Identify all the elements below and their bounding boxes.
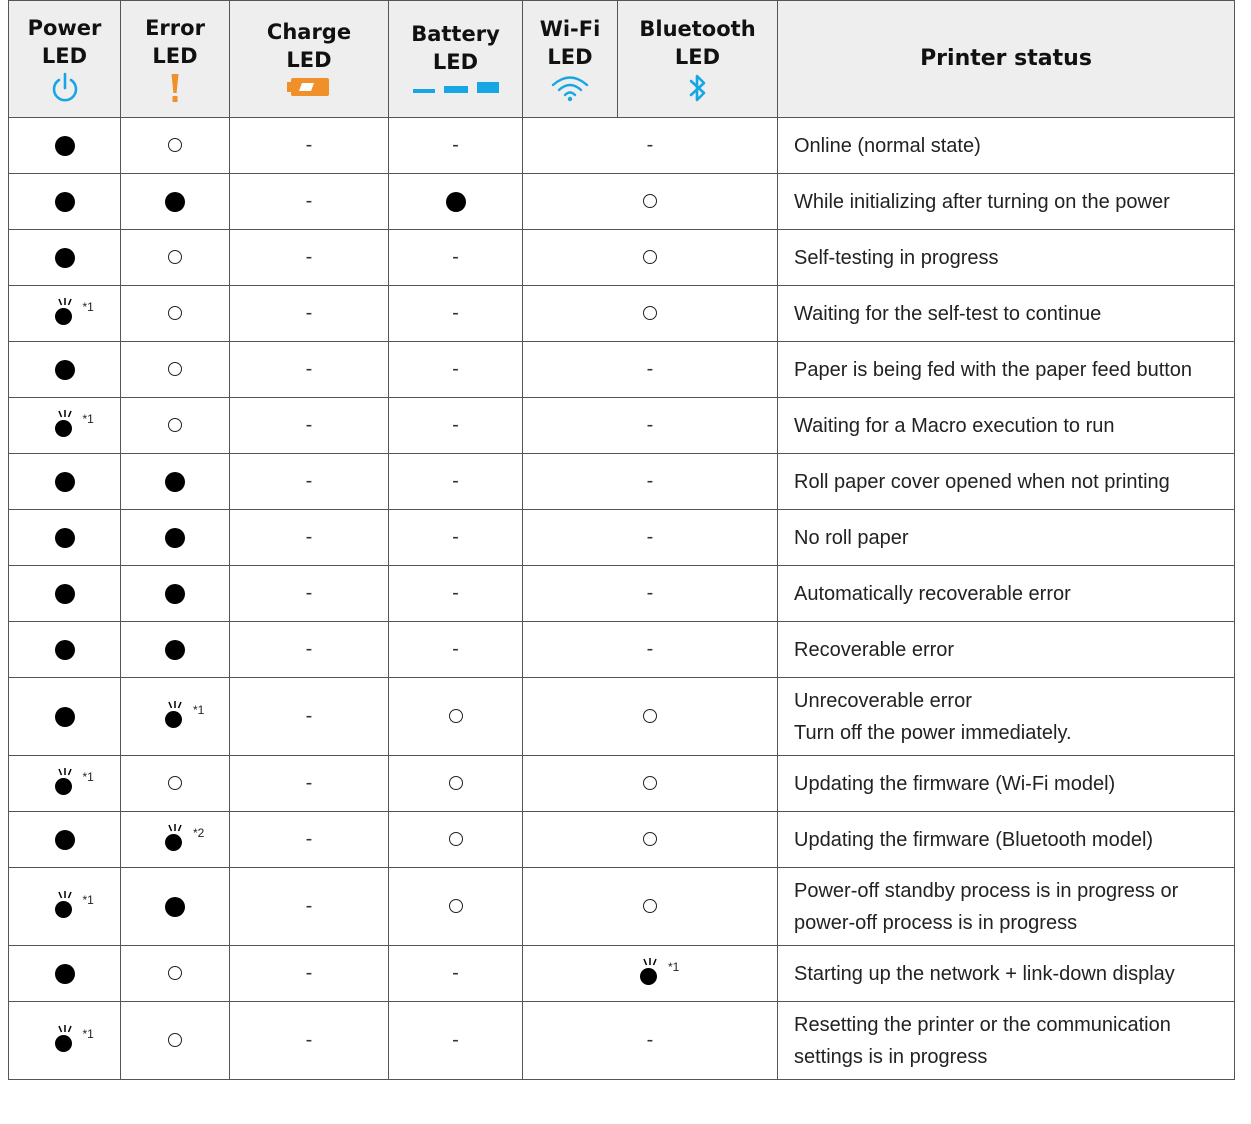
power-led-cell [9,510,121,566]
led-on-indicator [55,640,75,660]
printer-status-cell [778,566,1235,622]
printer-status-cell [778,174,1235,230]
printer-status-cell [778,510,1235,566]
footnote-marker: *1 [82,769,94,784]
power-led-cell [9,286,121,342]
led-off-indicator [168,776,182,790]
led-blink-indicator [55,1031,75,1051]
led-off-indicator [643,194,657,208]
error-led-cell [121,756,230,812]
col-header-bluetooth [618,1,778,118]
status-text: Unrecoverable error [794,689,972,712]
led-on-indicator [55,472,75,492]
not-applicable-dash: - [305,962,313,984]
header-label: Power [27,16,102,40]
blink-rays-icon [56,768,74,777]
battery-led-cell [389,622,523,678]
status-text: Recoverable error [794,638,955,661]
blink-rays-icon [641,958,659,967]
status-text: Automatically recoverable error [794,582,1071,605]
charge-led-cell [230,946,389,1002]
not-applicable-dash: - [452,302,459,324]
blink-rays-icon [56,1025,74,1034]
header-label: Wi-Fi [539,17,601,41]
battery-led-cell [389,868,523,946]
led-on-indicator [165,192,185,212]
error-led-cell [121,286,230,342]
header-label: Error [145,16,205,40]
led-off-indicator [168,418,182,432]
led-on-indicator [55,830,75,850]
led-on-indicator [165,528,185,548]
blink-rays-icon [56,298,74,307]
status-text: Online (normal state) [794,134,981,157]
not-applicable-dash: - [646,470,654,492]
footnote-marker: *1 [82,1026,94,1041]
header-label: LED [432,50,479,74]
error-led-cell [121,1002,230,1080]
error-led-cell [121,230,230,286]
blink-rays-icon [166,701,184,710]
not-applicable-dash: - [452,962,459,984]
not-applicable-dash: - [305,302,313,324]
led-blink-indicator [55,416,75,436]
footnote-marker: *1 [82,892,94,907]
printer-status-cell [778,230,1235,286]
header-label: LED [41,44,88,68]
led-off-indicator [643,899,657,913]
led-on-indicator [55,528,75,548]
wifi-bluetooth-led-cell [523,622,778,678]
led-off-indicator [168,1033,182,1047]
led-off-indicator [449,899,463,913]
not-applicable-dash: - [646,414,654,436]
header-label: LED [152,44,198,68]
wifi-bluetooth-led-cell [523,230,778,286]
status-text: power-off process is in progress [794,911,1078,934]
battery-led-cell [389,510,523,566]
power-led-cell [9,812,121,868]
table-row [9,868,1235,946]
power-led-cell [9,118,121,174]
wifi-bluetooth-led-cell [523,174,778,230]
battery-led-cell [389,756,523,812]
battery-charge-icon [287,76,331,100]
power-led-cell [9,756,121,812]
not-applicable-dash: - [305,582,313,604]
header-label: Bluetooth [639,17,756,41]
battery-led-cell [389,174,523,230]
table-row [9,174,1235,230]
blink-rays-icon [56,410,74,419]
charge-led-cell [230,398,389,454]
charge-led-cell [230,118,389,174]
not-applicable-dash: - [452,526,459,548]
footnote-marker: *1 [668,959,680,974]
status-text: Paper is being fed with the paper feed button [794,358,1193,381]
printer-status-cell [778,678,1235,756]
printer-status-cell [778,398,1235,454]
col-header-wifi [523,1,618,118]
error-led-cell [121,946,230,1002]
error-led-cell [121,622,230,678]
blink-rays-icon [56,891,74,900]
wifi-bluetooth-led-cell [523,454,778,510]
status-text: No roll paper [794,526,909,549]
not-applicable-dash: - [646,134,654,156]
header-label: LED [674,45,721,69]
wifi-bluetooth-led-cell [523,756,778,812]
wifi-bluetooth-led-cell [523,868,778,946]
not-applicable-dash: - [305,895,313,917]
header-label: LED [286,48,332,72]
table-row [9,622,1235,678]
wifi-bluetooth-led-cell [523,566,778,622]
footnote-marker: *2 [193,825,205,840]
error-led-cell [121,868,230,946]
col-header-battery [389,1,523,118]
power-icon [50,72,80,104]
led-off-indicator [168,306,182,320]
led-blink-indicator [55,304,75,324]
status-text: Self-testing in progress [794,246,999,269]
status-text: While initializing after turning on the power [794,190,1170,213]
battery-level-icon [413,78,499,98]
error-led-cell [121,812,230,868]
table-body [9,118,1235,1080]
table-row [9,946,1235,1002]
table-row [9,756,1235,812]
table-row [9,1002,1235,1080]
led-off-indicator [643,776,657,790]
error-led-cell [121,118,230,174]
printer-status-cell [778,946,1235,1002]
not-applicable-dash: - [305,190,313,212]
table-row [9,230,1235,286]
not-applicable-dash: - [452,638,459,660]
not-applicable-dash: - [305,134,313,156]
charge-led-cell [230,622,389,678]
col-header-error [121,1,230,118]
printer-status-cell [778,1002,1235,1080]
led-on-indicator [165,897,185,917]
exclamation-icon [169,72,181,104]
table-row [9,342,1235,398]
not-applicable-dash: - [305,246,313,268]
status-text: Power-off standby process is in progress or [794,879,1179,902]
led-on-indicator [55,707,75,727]
printer-status-cell [778,812,1235,868]
led-status-table [8,0,1235,1080]
battery-led-cell [389,118,523,174]
power-led-cell [9,230,121,286]
col-header-charge [230,1,389,118]
table-row [9,398,1235,454]
led-off-indicator [168,966,182,980]
battery-led-cell [389,398,523,454]
not-applicable-dash: - [646,358,654,380]
status-text: settings is in progress [794,1045,988,1068]
printer-status-cell [778,756,1235,812]
charge-led-cell [230,174,389,230]
wifi-icon [550,73,590,103]
charge-led-cell [230,342,389,398]
error-led-cell [121,342,230,398]
led-on-indicator [55,360,75,380]
battery-led-cell [389,342,523,398]
table-row [9,566,1235,622]
led-on-indicator [55,964,75,984]
printer-status-cell [778,454,1235,510]
led-off-indicator [643,709,657,723]
led-blink-indicator [55,897,75,917]
blink-rays-icon [166,824,184,833]
led-on-indicator [165,584,185,604]
status-text: Turn off the power immediately. [794,721,1072,744]
header-row [9,1,1235,118]
not-applicable-dash: - [305,705,313,727]
status-text: Roll paper cover opened when not printing [794,470,1170,493]
charge-led-cell [230,756,389,812]
power-led-cell [9,342,121,398]
status-text: Updating the firmware (Wi-Fi model) [794,772,1116,795]
bluetooth-icon [688,73,708,103]
not-applicable-dash: - [305,638,313,660]
status-text: Waiting for a Macro execution to run [794,414,1115,437]
charge-led-cell [230,286,389,342]
led-off-indicator [449,832,463,846]
not-applicable-dash: - [305,772,313,794]
error-led-cell [121,678,230,756]
status-text: Waiting for the self-test to continue [794,302,1102,325]
led-on-indicator [165,472,185,492]
not-applicable-dash: - [452,1029,459,1051]
error-led-cell [121,398,230,454]
battery-led-cell [389,946,523,1002]
header-label: LED [547,45,593,69]
not-applicable-dash: - [305,470,313,492]
footnote-marker: *1 [82,411,94,426]
not-applicable-dash: - [305,358,313,380]
led-on-indicator [55,136,75,156]
led-on-indicator [55,248,75,268]
not-applicable-dash: - [646,526,654,548]
wifi-bluetooth-led-cell [523,1002,778,1080]
wifi-bluetooth-led-cell [523,946,778,1002]
charge-led-cell [230,230,389,286]
charge-led-cell [230,678,389,756]
footnote-marker: *1 [193,702,205,717]
status-text: Starting up the network + link-down display [794,962,1175,985]
charge-led-cell [230,566,389,622]
error-led-cell [121,454,230,510]
not-applicable-dash: - [305,1029,313,1051]
power-led-cell [9,566,121,622]
led-off-indicator [168,362,182,376]
table-row [9,286,1235,342]
wifi-bluetooth-led-cell [523,398,778,454]
led-off-indicator [643,250,657,264]
battery-led-cell [389,812,523,868]
header-label: Battery [411,22,500,46]
led-on-indicator [55,192,75,212]
table-row [9,454,1235,510]
power-led-cell [9,174,121,230]
printer-status-cell [778,342,1235,398]
led-blink-indicator [165,830,185,850]
wifi-bluetooth-led-cell [523,342,778,398]
not-applicable-dash: - [646,582,654,604]
charge-led-cell [230,1002,389,1080]
led-off-indicator [449,776,463,790]
not-applicable-dash: - [452,134,459,156]
wifi-bluetooth-led-cell [523,678,778,756]
led-on-indicator [55,584,75,604]
not-applicable-dash: - [452,414,459,436]
led-on-indicator [165,640,185,660]
table-row [9,678,1235,756]
not-applicable-dash: - [305,828,313,850]
table-row [9,118,1235,174]
header-label: Charge [266,20,352,44]
battery-led-cell [389,230,523,286]
not-applicable-dash: - [452,358,459,380]
error-led-cell [121,566,230,622]
charge-led-cell [230,868,389,946]
not-applicable-dash: - [646,638,654,660]
col-header-power [9,1,121,118]
charge-led-cell [230,812,389,868]
not-applicable-dash: - [305,414,313,436]
led-off-indicator [168,250,182,264]
error-led-cell [121,174,230,230]
not-applicable-dash: - [452,582,459,604]
led-off-indicator [449,709,463,723]
status-text: Updating the firmware (Bluetooth model) [794,828,1154,851]
wifi-bluetooth-led-cell [523,286,778,342]
battery-led-cell [389,678,523,756]
led-blink-indicator [640,964,660,984]
led-off-indicator [643,306,657,320]
battery-led-cell [389,1002,523,1080]
battery-led-cell [389,566,523,622]
power-led-cell [9,622,121,678]
wifi-bluetooth-led-cell [523,118,778,174]
led-blink-indicator [55,774,75,794]
table-row [9,812,1235,868]
power-led-cell [9,678,121,756]
error-led-cell [121,510,230,566]
not-applicable-dash: - [305,526,313,548]
col-header-printer-status: Printer status [778,1,1235,118]
led-off-indicator [168,138,182,152]
printer-status-cell [778,622,1235,678]
wifi-bluetooth-led-cell [523,812,778,868]
printer-status-cell [778,286,1235,342]
power-led-cell [9,868,121,946]
led-blink-indicator [165,707,185,727]
wifi-bluetooth-led-cell [523,510,778,566]
led-off-indicator [643,832,657,846]
battery-led-cell [389,454,523,510]
not-applicable-dash: - [452,470,459,492]
printer-status-cell [778,868,1235,946]
battery-led-cell [389,286,523,342]
table-row [9,510,1235,566]
printer-status-cell [778,118,1235,174]
power-led-cell [9,454,121,510]
power-led-cell [9,946,121,1002]
not-applicable-dash: - [452,246,459,268]
power-led-cell [9,398,121,454]
power-led-cell [9,1002,121,1080]
charge-led-cell [230,454,389,510]
status-text: Resetting the printer or the communication [794,1013,1171,1036]
led-on-indicator [446,192,466,212]
charge-led-cell [230,510,389,566]
footnote-marker: *1 [82,299,94,314]
not-applicable-dash: - [646,1029,654,1051]
